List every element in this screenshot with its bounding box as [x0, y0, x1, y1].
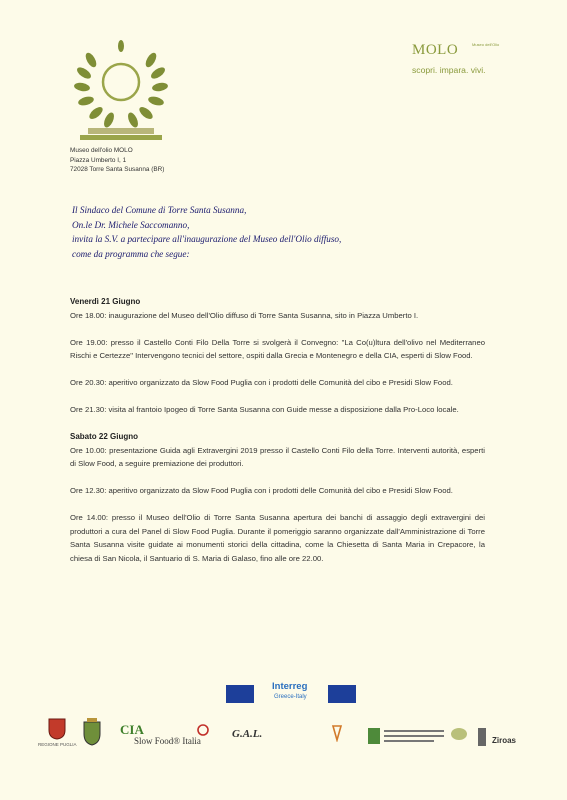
event-item: Ore 20.30: aperitivo organizzato da Slow Food Puglia con i prodotti delle Comunità del cibo e Presidi Slow Food.: [70, 378, 453, 387]
invitation-line-2: On.le Dr. Michele Saccomanno,: [72, 219, 190, 230]
ziroas-logo: Ziroas: [492, 736, 517, 745]
day-heading-friday: Venerdì 21 Giugno: [70, 297, 141, 306]
event-item: Ore 14.00: presso il Museo dell'Olio di Torre Santa Susanna apertura dei banchi di assaggio degli extravergini dei produttori a cura del Panel di Slow Food Puglia. Durante il pomeriggio saranno organizzate dall'Amministrazione di Torre Santa Susanna visite guidate ai monumenti storici della cittadina, come la Chiesetta di Santa Maria in Crepacore, la chiesa di San Nicola, il Santuario di S. Maria di Galaso, fino alle ore 22.00.: [70, 513, 485, 563]
eu-flag-icon: [328, 685, 356, 703]
eu-flag-icon: [226, 685, 254, 703]
interreg-logo: [226, 681, 356, 707]
molo-tagline: scopri. impara. vivi.: [412, 65, 486, 75]
museum-address: [70, 146, 164, 175]
molo-logo: [412, 42, 532, 75]
regione-puglia-label: REGIONE PUGLIA: [38, 742, 77, 747]
snail-icon: [196, 724, 210, 736]
day-heading-saturday: Sabato 22 Giugno: [70, 432, 139, 441]
shield-icon: [48, 718, 66, 740]
event-program: [70, 295, 485, 565]
event-item: Ore 12.30: aperitivo organizzato da Slow Food Puglia con i prodotti delle Comunità del cibo e Presidi Slow Food.: [70, 486, 453, 495]
event-item: Ore 18.00: inaugurazione del Museo dell'Olio diffuso di Torre Santa Susanna, sito in Piazza Umberto I.: [70, 310, 419, 320]
event-item: Ore 10.00: presentazione Guida agli Extravergini 2019 presso il Castello Conti Filo della Torre. Interventi autorità, esperti di Slow Food, a seguire premiazione dei produttori.: [70, 445, 485, 468]
monument-icon: [476, 728, 488, 746]
partner-logo-icon: [450, 726, 468, 742]
address-line-2: Piazza Umberto I, 1: [70, 156, 127, 164]
regione-puglia-logo: [38, 718, 77, 747]
association-logo-icon: [330, 724, 344, 742]
event-item: Ore 19.00: presso il Castello Conti Filo Della Torre si svolgerà il Convegno: "La Co(u)ltura dell'olivo nel Mediterraneo Rischi e Certezze" Intervengono tecnici del settore, ospiti dalla Grecia e Montenegro e della CIA, esperti di Slow Food.: [70, 337, 485, 360]
interreg-title: Interreg: [272, 681, 308, 692]
gal-logo: G.A.L.: [232, 728, 263, 740]
molo-logo-word: MOLO: [412, 42, 459, 58]
olive-wreath-logo: [66, 40, 176, 140]
invitation-line-4: come da programma che segue:: [72, 248, 190, 259]
invitation-text: [72, 203, 452, 261]
event-item: Ore 21.30: visita al frantoio Ipogeo di Torre Santa Susanna con Guide messe a disposizione dalla Pro-Loco locale.: [70, 405, 459, 414]
address-line-1: Museo dell'olio MOLO: [70, 147, 133, 154]
municipal-crest-icon: [82, 718, 102, 746]
invitation-line-1: Il Sindaco del Comune di Torre Santa Susanna,: [72, 205, 247, 215]
cia-logo: CIA: [120, 722, 144, 737]
interreg-subtitle: Greece-Italy: [274, 694, 307, 700]
address-line-3: 72028 Torre Santa Susanna (BR): [70, 166, 165, 173]
slow-food-italia-logo: Slow Food® Italia: [134, 736, 201, 746]
regional-agency-logo: [368, 728, 448, 748]
molo-logo-small-text: Museo dell'Olio: [472, 42, 500, 47]
invitation-line-3: invita la S.V. a partecipare all'inaugurazione del Museo dell'Olio diffuso,: [72, 234, 342, 245]
